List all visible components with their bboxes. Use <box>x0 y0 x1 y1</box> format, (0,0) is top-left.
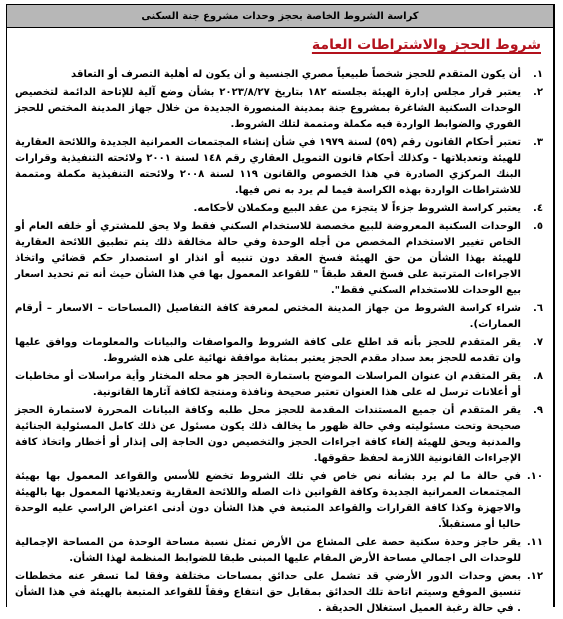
condition-item <box>15 301 543 333</box>
condition-text: في حالة ما لم يرد بشأنه نص خاص في تلك الشروط تخضع للأسس والقواعد المعمول بها بهيئة المجتمعات العمرانية الجديدة وكافة القوانين ذات الصله واللائحة العقارية وتعديلاتها المعمول بها بالهيئة والاجهزة وكذا كافة القرارات والقواعد المتبعة في هذا الشأن دون أدنى اعتراض الراسي عليه الوحدة حاليا أو مستقبلاً. <box>15 471 521 530</box>
conditions-list <box>15 67 543 619</box>
condition-item <box>15 535 543 567</box>
document-page <box>6 4 555 614</box>
section-title: شروط الحجز والاشتراطات العامة <box>311 37 541 53</box>
condition-number: ٦. <box>532 303 543 314</box>
condition-text: يعتبر قرار مجلس إدارة الهيئة بجلسته ١٨٢ بتاريخ ٢٠٢٣/٨/٢٧ بشأن وضع آلية للإتاحة الدائمة لتخصيص الوحدات السكنية الشاغرة بمشروع جنة بمدينة المنصورة الجديدة من خلال جهاز المدينة المختص للحجز الفوري والضوابط الواردة فيه مكملة ومتممة لتلك الشروط. <box>15 87 521 130</box>
condition-number: ١٢. <box>526 571 543 582</box>
condition-item <box>15 403 543 467</box>
condition-item <box>15 67 543 83</box>
condition-text: يقر المتقدم أن جميع المستندات المقدمة للحجز محل طلبه وكافة البيانات المحررة لاستمارة الحجز صحيحة وتحت مسئوليته وفي حالة ظهور ما يخالف ذلك يكون مسئول عن ذلك كامل المسئولية الجنائية والمدنية ويحق للهيئة إلغاء كافة اجراءات الحجز والتخصيص دون الحاجة إلى إنذار أو أخطار واتخاذ كافة الإجراءات القانونية اللازمة لحفظ حقوقها. <box>15 405 521 464</box>
condition-text: الوحدات السكنية المعروضة للبيع مخصصة للاستخدام السكني فقط ولا يحق للمشتري أو خلفه العام أو الخاص تغيير الاستخدام المخصص من أجله الوحدة وفي حالة مخالفة ذلك يتم تطبيق اللائحة العقارية للهيئة بهذا الشأن من حق الهيئة فسخ العقد دون تنبيه أو انذار او استصدار حكم قضائي واتخاذ الاجراءات المترتبة على فسخ العقد طبقاً " للقواعد المعمول بها في هذا الشأن حيث أنه تم تحديد اسعار بيع الوحدات للاستخدام السكني فقط". <box>15 221 521 296</box>
condition-number: ٢. <box>532 87 543 98</box>
condition-item <box>15 201 543 217</box>
condition-number: ٤. <box>532 203 543 214</box>
condition-number: ١. <box>532 69 543 80</box>
condition-text: شراء كراسة الشروط من جهاز المدينة المختص لمعرفة كافة التفاصيل (المساحات – الاسعار – أرقام العمارات). <box>15 303 521 330</box>
condition-text: يقر المتقدم للحجز بأنه قد اطلع على كافة الشروط والمواصفات والبيانات والمعلومات ووافق عليها وان تقدمه للحجز بعد سداد مقدم الحجز يعتبر بمثابة موافقة نهائية على هذه الشروط. <box>15 337 521 364</box>
condition-item <box>15 135 543 199</box>
condition-item <box>15 469 543 533</box>
condition-number: ٩. <box>532 405 543 416</box>
condition-number: ٨. <box>532 371 543 382</box>
condition-item <box>15 369 543 401</box>
condition-text: بعض وحدات الدور الأرضي قد تشمل على حدائق بمساحات مختلفة وفقا لما تسفر عنه مخططات تنسيق الموقع وسيتم اتاحة تلك الحدائق بمقابل حق انتفاع وفقاً للقواعد المتبعة بالهيئة في هذا الشأن . في حالة رغبة العميل استغلال الحديقة . <box>15 571 521 614</box>
condition-text: أن يكون المتقدم للحجز شخصاً طبيعياً مصري الجنسية و أن يكون له أهلية التصرف أو التعاقد <box>71 69 521 80</box>
condition-number: ٧. <box>532 337 543 348</box>
condition-number: ١١. <box>526 537 543 548</box>
condition-item <box>15 335 543 367</box>
condition-number: ٣. <box>532 137 543 148</box>
condition-number: ٥. <box>532 221 543 232</box>
condition-number: ١٠. <box>526 471 543 482</box>
condition-item <box>15 219 543 299</box>
condition-text: يقر المتقدم ان عنوان المراسلات الموضح باستمارة الحجز هو محله المختار وأية مراسلات أو مخاطبات أو أعلانات ترسل له على هذا العنوان تعتبر صحيحة ونافذة ومنتجة لكافة آثارها القانونية. <box>15 371 521 398</box>
document-header-title: كراسة الشروط الخاصة بحجز وحدات مشروع جنة السكنى <box>141 10 419 22</box>
condition-item <box>15 569 543 617</box>
condition-item <box>15 85 543 133</box>
condition-text: تعتبر أحكام القانون رقم (٥٩) لسنة ١٩٧٩ في شأن إنشاء المجتمعات العمرانية الجديدة واللائحة العقارية للهيئة وتعديلاتها - وكذلك أحكام قانون التمويل العقاري رقم ١٤٨ لسنة ٢٠٠١ ولائحته التنفيذية وقرارات البنك المركزي الصادرة في هذا الخصوص والقانون ١١٩ لسنة ٢٠٠٨ ولائحته التنفيذية مكملة ومتممة للاشتراطات الواردة بهذه الكراسة فيما لم يرد به نص فيها. <box>15 137 521 196</box>
document-header <box>7 5 553 28</box>
condition-text: يقر حاجز وحدة سكنية حصة على المشاع من الأرض تمثل نسبة مساحة الوحدة من المساحة الإجمالية للوحدات الى اجمالي مساحة الأرض المقام عليها المبنى طبقا للضوابط المنظمة لهذا الشأن. <box>15 537 521 564</box>
condition-text: يعتبر كراسة الشروط جزءاً لا يتجزء من عقد البيع ومكملان لأحكامه. <box>193 203 521 214</box>
